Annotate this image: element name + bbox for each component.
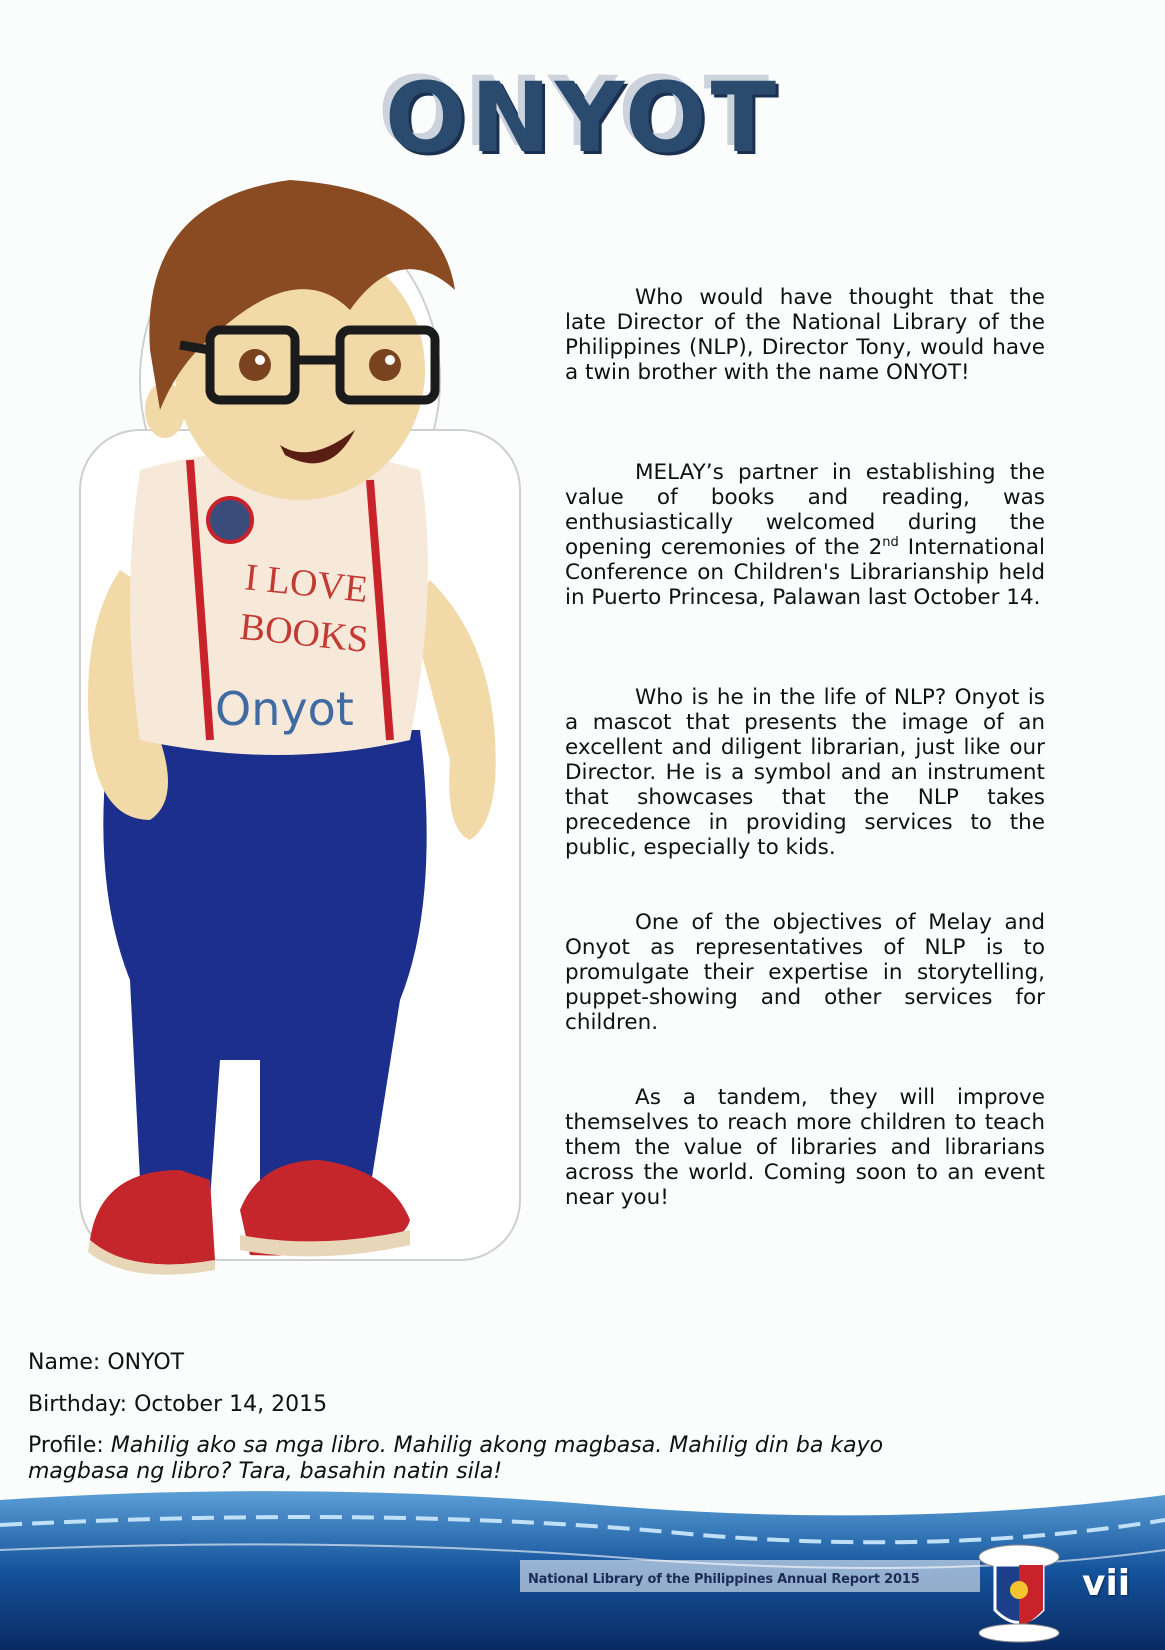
shirt-name: Onyot — [215, 682, 354, 736]
name-label: Name: — [28, 1350, 108, 1375]
nlp-seal-icon — [975, 1535, 1063, 1645]
name-line — [28, 1350, 184, 1376]
name-value: ONYOT — [107, 1350, 185, 1375]
paragraph-2-start: MELAY’s partner in establishing the value of books and reading, was enthusiastically welcomed during the opening ceremonies of the 2 — [565, 460, 1045, 560]
profile-line — [28, 1433, 988, 1485]
mascot-photo — [70, 180, 550, 1320]
birthday-label: Birthday: — [28, 1392, 135, 1417]
paragraph-2-end: International Conference on Children's Librarianship held in Puerto Princesa, Palawan last October 14. — [565, 535, 1045, 610]
birthday-value: October 14, 2015 — [134, 1392, 328, 1417]
paragraph-2 — [565, 460, 1045, 610]
report-label: National Library of the Philippines Annual Report 2015 — [528, 1572, 920, 1587]
paragraph-1: Who would have thought that the late Director of the National Library of the Philippines (NLP), Director Tony, would have a twin brother with the name ONYOT! — [565, 285, 1045, 385]
shirt-seal-icon — [208, 498, 252, 542]
shirt-line2: BOOKS — [237, 605, 371, 662]
page-number: vii — [1082, 1563, 1131, 1604]
page-title: ONYOT — [384, 62, 781, 174]
shirt-line1: I LOVE — [242, 556, 370, 612]
paragraph-5: As a tandem, they will improve themselves to reach more children to teach them the value of libraries and librarians across the world. Coming soon to an event near you! — [565, 1085, 1045, 1210]
profile-label: Profile: — [28, 1433, 111, 1458]
ordinal-suffix: nd — [882, 534, 899, 550]
birthday-line — [28, 1392, 327, 1418]
paragraph-4: One of the objectives of Melay and Onyot as representatives of NLP is to promulgate their expertise in storytelling, puppet-showing and other services for children. — [565, 910, 1045, 1035]
profile-value: Mahilig ako sa mga libro. Mahilig akong magbasa. Mahilig din ba kayo magbasa ng libro? Tara, basahin natin sila! — [28, 1433, 884, 1484]
paragraph-3: Who is he in the life of NLP? Onyot is a mascot that presents the image of an excellent and diligent librarian, just like our Director. He is a symbol and an instrument that showcases that the NLP takes precedence in providing services to the public, especially to kids. — [565, 685, 1045, 860]
